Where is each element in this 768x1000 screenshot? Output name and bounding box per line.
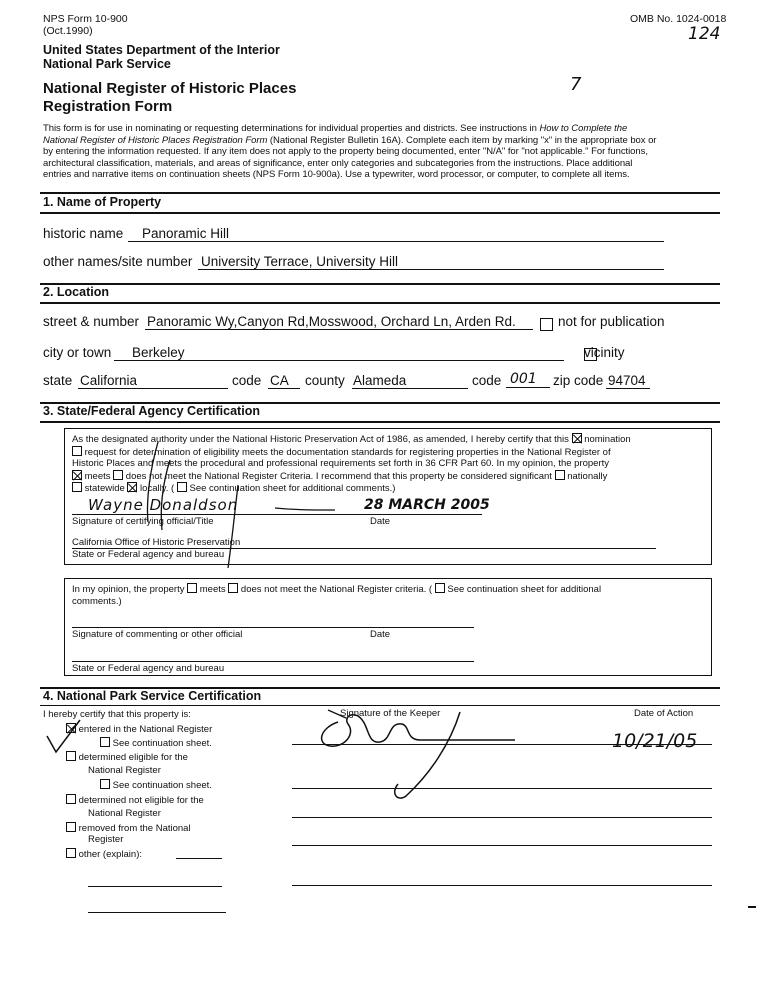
other-option: other (explain): — [66, 848, 142, 860]
street-label: street & number — [43, 314, 140, 329]
date-of-action-value: 10/21/05 — [612, 730, 698, 752]
other-explain-line — [176, 858, 222, 859]
historic-name-label: historic name — [43, 226, 124, 241]
county-label: county — [305, 373, 345, 388]
certification-date: 28 MARCH 2005 — [364, 497, 490, 513]
service-name: National Park Service — [43, 57, 171, 71]
keeper-line — [292, 788, 712, 789]
commenting-signature-line — [72, 627, 474, 628]
omb-number: OMB No. 1024-0018 — [630, 13, 727, 25]
department-name: United States Department of the Interior — [43, 43, 280, 57]
section-rule — [40, 192, 720, 194]
determined-eligible-line2: National Register — [88, 765, 161, 776]
keeper-line — [292, 817, 712, 818]
keeper-line — [292, 845, 712, 846]
see-continuation-checkbox-2[interactable] — [100, 779, 110, 789]
opinion-continuation-checkbox[interactable] — [435, 583, 445, 593]
commenting-agency-line — [72, 661, 474, 662]
section-3-heading: 3. State/Federal Agency Certification — [43, 404, 260, 418]
not-eligible-option: determined not eligible for the — [66, 794, 204, 806]
zip-field[interactable]: 94704 — [606, 373, 650, 389]
other-explain-line — [88, 912, 226, 913]
agency-field[interactable]: California Office of Historic Preservation — [72, 537, 241, 548]
section-rule — [40, 283, 720, 285]
nps-certify-intro: I hereby certify that this property is: — [43, 709, 191, 720]
nomination-checkbox[interactable] — [572, 433, 582, 443]
other-names-label: other names/site number — [43, 254, 193, 269]
removed-line2: Register — [88, 834, 124, 845]
city-field[interactable]: Berkeley — [114, 345, 564, 361]
entered-option: entered in the National Register — [66, 723, 212, 735]
determined-eligible-checkbox[interactable] — [66, 751, 76, 761]
state-field[interactable]: California — [78, 373, 228, 389]
keeper-line — [292, 885, 712, 886]
commenting-date-label: Date — [370, 629, 391, 640]
determined-eligible-option: determined eligible for the — [66, 751, 188, 763]
not-for-publication-checkbox[interactable] — [540, 318, 553, 331]
keeper-line — [292, 744, 712, 745]
commenting-signature-label: Signature of commenting or other official — [72, 629, 243, 640]
see-continuation-checkbox-1[interactable] — [100, 737, 110, 747]
nationally-checkbox[interactable] — [555, 470, 565, 480]
city-label: city or town — [43, 345, 112, 360]
state-label: state — [43, 373, 73, 388]
certifying-signature: Wayne Donaldson — [88, 496, 239, 514]
request-checkbox[interactable] — [72, 446, 82, 456]
form-number: NPS Form 10-900 — [43, 13, 128, 25]
other-explain-line — [88, 886, 222, 887]
statewide-checkbox[interactable] — [72, 482, 82, 492]
date-label: Date — [370, 516, 391, 527]
other-checkbox[interactable] — [66, 848, 76, 858]
county-code-label: code — [472, 373, 502, 388]
section-2-heading: 2. Location — [43, 285, 109, 299]
not-eligible-checkbox[interactable] — [66, 794, 76, 804]
section-rule — [40, 421, 720, 423]
commenting-agency-label: State or Federal agency and bureau — [72, 663, 225, 674]
opinion-meets-checkbox[interactable] — [187, 583, 197, 593]
handwritten-mark: 7 — [570, 74, 582, 95]
code-label: code — [232, 373, 262, 388]
county-field[interactable]: Alameda — [352, 373, 468, 389]
instructions-paragraph: This form is for use in nominating or requesting determinations for individual properties and districts. See instructions in How to Complete the National Register of Historic Places Registration Form (National Register Bulletin 16A). Complete each item by marking "x" in the appropriate box or by entering the information requested. If any item does not apply to the property being documented, enter "N/A" for "not applicable." For functions, architectural classification, materials, and areas of significance, enter only categories and subcategories from the instructions. Place additional entries and narrative items on continuation sheets (NPS Form 10-900a). Use a typewriter, word processor, or computer, to complete all items. — [43, 123, 657, 181]
zip-label: zip code — [553, 373, 604, 388]
signature-label: Signature of certifying official/Title — [72, 516, 214, 527]
form-date: (Oct.1990) — [43, 25, 93, 37]
section-4-heading: 4. National Park Service Certification — [43, 689, 262, 703]
state-code-field[interactable]: CA — [268, 373, 300, 389]
form-title-line2: Registration Form — [43, 98, 173, 115]
not-for-publication-label: not for publication — [558, 314, 665, 329]
certification-text: As the designated authority under the National Historic Preservation Act of 1986, as amended, I hereby certify that this nomination request for determination of eligibility meets the documentation standards for registering properties in the National Register of Historic Places and meets the procedural and professional requirements set forth in 36 CFR Part 60. In my opinion, the property meets does not meet the National Register Criteria. I recommend that this property be considered significant nationally statewide locally. ( See continuation sheet for additional comments.) — [72, 434, 631, 495]
section-rule — [40, 302, 720, 304]
section-1-heading: 1. Name of Property — [43, 195, 162, 209]
signature-line — [72, 514, 482, 515]
keeper-signature — [310, 704, 530, 804]
agency-label: State or Federal agency and bureau — [72, 549, 225, 560]
handwritten-corner-number: 124 — [688, 24, 721, 44]
keeper-signature-label: Signature of the Keeper — [340, 708, 441, 719]
meets-checkbox[interactable] — [72, 470, 82, 480]
removed-option: removed from the National — [66, 822, 191, 834]
section-rule — [40, 212, 720, 214]
street-field[interactable]: Panoramic Wy,Canyon Rd,Mosswood, Orchard Ln, Arden Rd. — [145, 314, 533, 330]
see-continuation-option-2: See continuation sheet. — [100, 779, 212, 791]
county-code-field[interactable]: 001 — [506, 371, 550, 388]
opinion-text: In my opinion, the property meets does not meet the National Register criteria. ( See continuation sheet for additional comments.) — [72, 584, 602, 607]
historic-name-field[interactable]: Panoramic Hill — [128, 226, 664, 242]
see-continuation-option-1: See continuation sheet. — [100, 737, 212, 749]
scan-mark — [748, 906, 756, 908]
removed-checkbox[interactable] — [66, 822, 76, 832]
other-names-field[interactable]: University Terrace, University Hill — [198, 254, 664, 270]
form-title-line1: National Register of Historic Places — [43, 80, 297, 97]
date-of-action-label: Date of Action — [634, 708, 694, 719]
opinion-does-not-meet-checkbox[interactable] — [228, 583, 238, 593]
not-eligible-line2: National Register — [88, 808, 161, 819]
vicinity-label: vicinity — [584, 345, 625, 360]
